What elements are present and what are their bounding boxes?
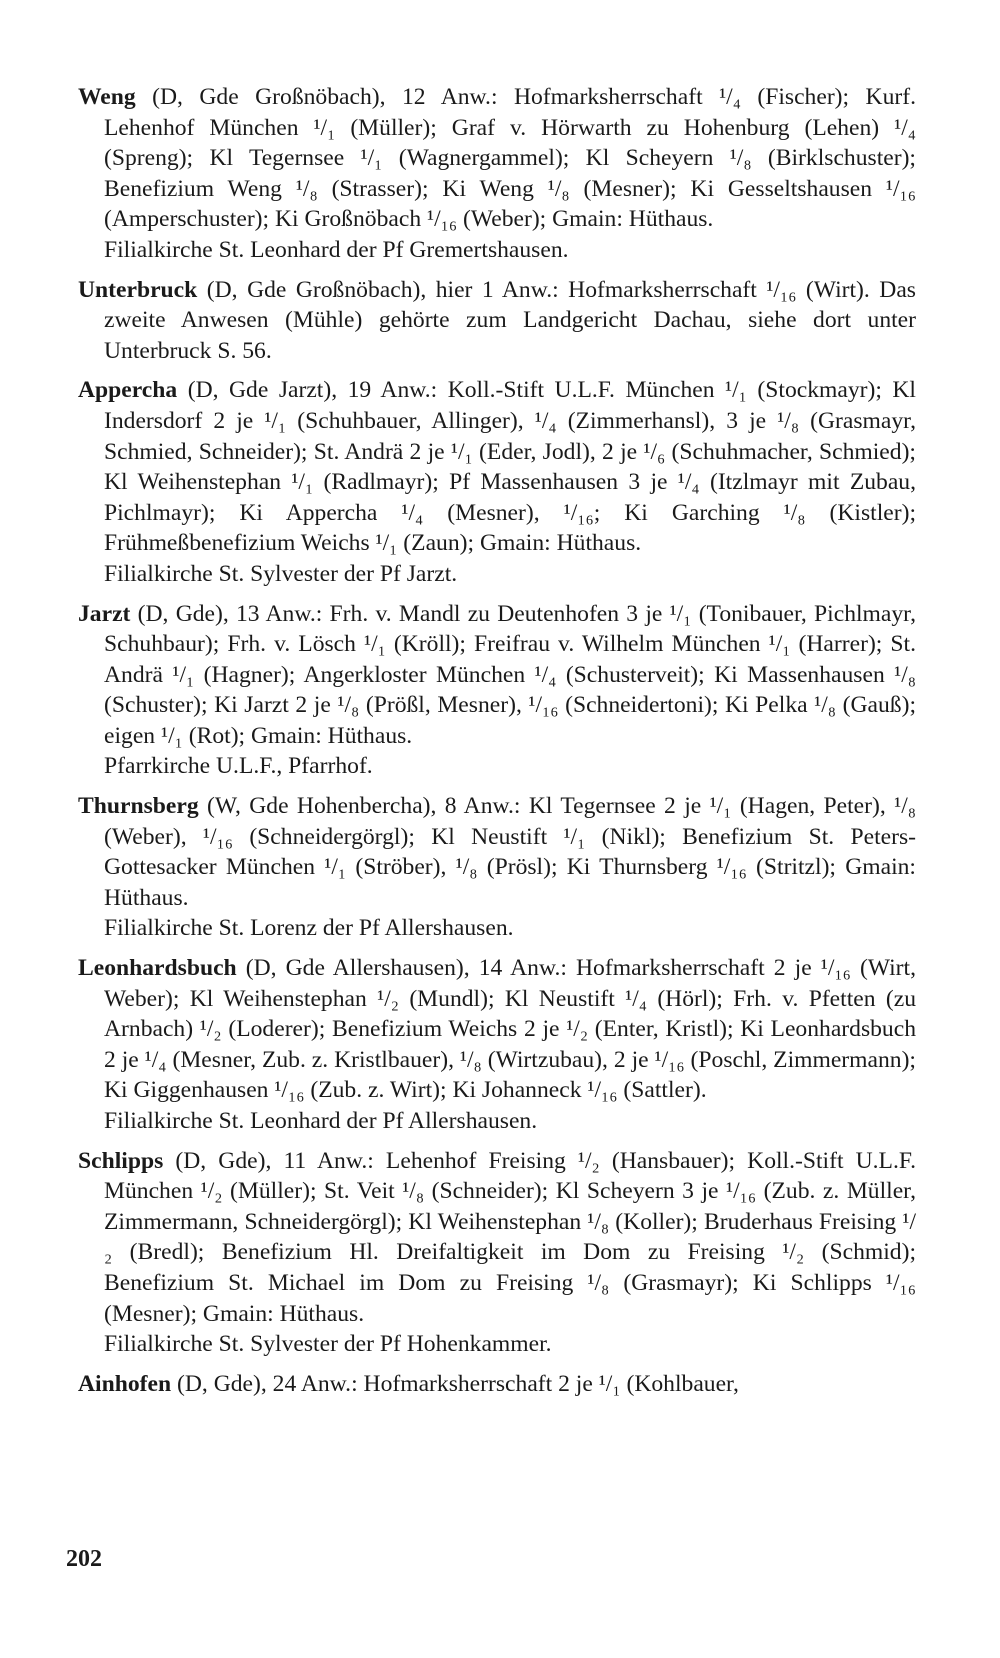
- place-name: Leonhardsbuch: [78, 955, 237, 982]
- entry-body: [78, 1369, 916, 1400]
- entry-jarzt: [78, 599, 916, 783]
- entry-weng: [78, 82, 916, 266]
- entry-body: [78, 275, 916, 367]
- entry-body: [78, 82, 916, 235]
- entry-ainhofen: [78, 1369, 916, 1400]
- entry-text: (D, Gde Großnöbach), hier 1 Anw.: Hofmarksherrschaft ¹/₁₆ (Wirt). Das zweite Anwesen (Mühle) gehörte zum Landgericht Dachau, siehe dort unter Unterbruck S. 56.: [104, 276, 916, 364]
- entry-text: (D, Gde Allershausen), 14 Anw.: Hofmarksherrschaft 2 je ¹/₁₆ (Wirt, Weber); Kl Weihenstephan ¹/₂ (Mundl); Kl Neustift ¹/₄ (Hörl); Frh. v. Pfetten (zu Arnbach) ¹/₂ (Loderer); Benefizium Weichs 2 je ¹/₂ (Enter, Kristl); Ki Leonhardsbuch 2 je ¹/₄ (Mesner, Zub. z. Kristlbauer), ¹/₈ (Wirtzubau), 2 je ¹/₁₆ (Poschl, Zimmermann); Ki Giggenhausen ¹/₁₆ (Zub. z. Wirt); Ki Johanneck ¹/₁₆ (Sattler).: [104, 955, 916, 1104]
- church-note: Filialkirche St. Sylvester der Pf Jarzt.: [104, 560, 458, 587]
- place-name: Jarzt: [78, 600, 131, 627]
- church-note: Filialkirche St. Leonhard der Pf Allershausen.: [104, 1108, 538, 1134]
- entry-schlipps: [78, 1146, 916, 1360]
- church-note: Pfarrkirche U.L.F., Pfarrhof.: [104, 753, 373, 780]
- place-name: Unterbruck: [78, 276, 198, 303]
- entry-body: [78, 791, 916, 913]
- church-note: Filialkirche St. Sylvester der Pf Hohenkammer.: [104, 1331, 552, 1358]
- entry-leonhardsbuch: [78, 953, 916, 1137]
- church-note: Filialkirche St. Lorenz der Pf Allershausen.: [104, 915, 514, 942]
- place-name: Schlipps: [78, 1147, 164, 1174]
- gazetteer-entries: [78, 82, 916, 1408]
- entry-thurnsberg: [78, 791, 916, 944]
- entry-text: (W, Gde Hohenbercha), 8 Anw.: Kl Tegernsee 2 je ¹/₁ (Hagen, Peter), ¹/₈ (Weber), ¹/₁₆ (Schneidergörgl); Kl Neustift ¹/₁ (Nikl); Benefizium St. Peters-Gottesacker München ¹/₁ (Ströber), ¹/₈ (Prösl); Ki Thurnsberg ¹/₁₆ (Stritzl); Gmain: Hüthaus.: [104, 793, 916, 911]
- entry-text: (D, Gde Jarzt), 19 Anw.: Koll.-Stift U.L.F. München ¹/₁ (Stockmayr); Kl Indersdorf 2 je ¹/₁ (Schuhbauer, Allinger), ¹/₄ (Zimmerhansl), 3 je ¹/₈ (Grasmayr, Schmied, Schneider); St. Andrä 2 je ¹/₁ (Eder, Jodl), 2 je ¹/₆ (Schuhmacher, Schmied); Kl Weihenstephan ¹/₁ (Radlmayr); Pf Massenhausen 3 je ¹/₄ (Itzlmayr mit Zubau, Pichlmayr); Ki Appercha ¹/₄ (Mesner), ¹/₁₆; Ki Garching ¹/₈ (Kistler); Frühmeßbenefizium Weichs ¹/₁ (Zaun); Gmain: Hüthaus.: [104, 377, 916, 557]
- entry-unterbruck: [78, 275, 916, 367]
- place-name: Weng: [78, 84, 136, 110]
- entry-text: (D, Gde Großnöbach), 12 Anw.: Hofmarksherrschaft ¹/₄ (Fischer); Kurf. Lehenhof München ¹/₁ (Müller); Graf v. Hörwarth zu Hohenburg (Lehen) ¹/₄ (Spreng); Kl Tegernsee ¹/₁ (Wagnergammel); Kl Scheyern ¹/₈ (Birklschuster); Benefizium Weng ¹/₈ (Strasser); Ki Weng ¹/₈ (Mesner); Ki Gesseltshausen ¹/₁₆ (Amperschuster); Ki Großnöbach ¹/₁₆ (Weber); Gmain: Hüthaus.: [104, 84, 916, 233]
- entry-body: [78, 953, 916, 1106]
- entry-body: [78, 1146, 916, 1330]
- church-note: Filialkirche St. Leonhard der Pf Gremertshausen.: [104, 236, 569, 263]
- page-number: 202: [66, 1546, 102, 1572]
- entry-body: [78, 599, 916, 752]
- place-name: Ainhofen: [78, 1370, 172, 1397]
- entry-text: (D, Gde), 11 Anw.: Lehenhof Freising ¹/₂ (Hansbauer); Koll.-Stift U.L.F. München ¹/₂ (Müller); St. Veit ¹/₈ (Schneider); Kl Scheyern 3 je ¹/₁₆ (Zub. z. Müller, Zimmermann, Schneidergörgl); Kl Weihenstephan ¹/₈ (Koller); Bruderhaus Freising ¹/₂ (Bredl); Benefizium Hl. Dreifaltigkeit im Dom zu Freising ¹/₂ (Schmid); Benefizium St. Michael im Dom zu Freising ¹/₈ (Grasmayr); Ki Schlipps ¹/₁₆ (Mesner); Gmain: Hüthaus.: [104, 1147, 916, 1327]
- entry-text: (D, Gde), 24 Anw.: Hofmarksherrschaft 2 je ¹/₁ (Kohlbauer,: [177, 1370, 739, 1397]
- entry-appercha: [78, 375, 916, 589]
- entry-body: [78, 375, 916, 559]
- place-name: Thurnsberg: [78, 793, 199, 820]
- place-name: Appercha: [78, 377, 178, 404]
- entry-text: (D, Gde), 13 Anw.: Frh. v. Mandl zu Deutenhofen 3 je ¹/₁ (Tonibauer, Pichlmayr, Schuhbaur); Frh. v. Lösch ¹/₁ (Kröll); Freifrau v. Wilhelm München ¹/₁ (Harrer); St. Andrä ¹/₁ (Hagner); Angerkloster München ¹/₄ (Schusterveit); Ki Massenhausen ¹/₈ (Schuster); Ki Jarzt 2 je ¹/₈ (Prößl, Mesner), ¹/₁₆ (Schneidertoni); Ki Pelka ¹/₈ (Gauß); eigen ¹/₁ (Rot); Gmain: Hüthaus.: [104, 600, 916, 749]
